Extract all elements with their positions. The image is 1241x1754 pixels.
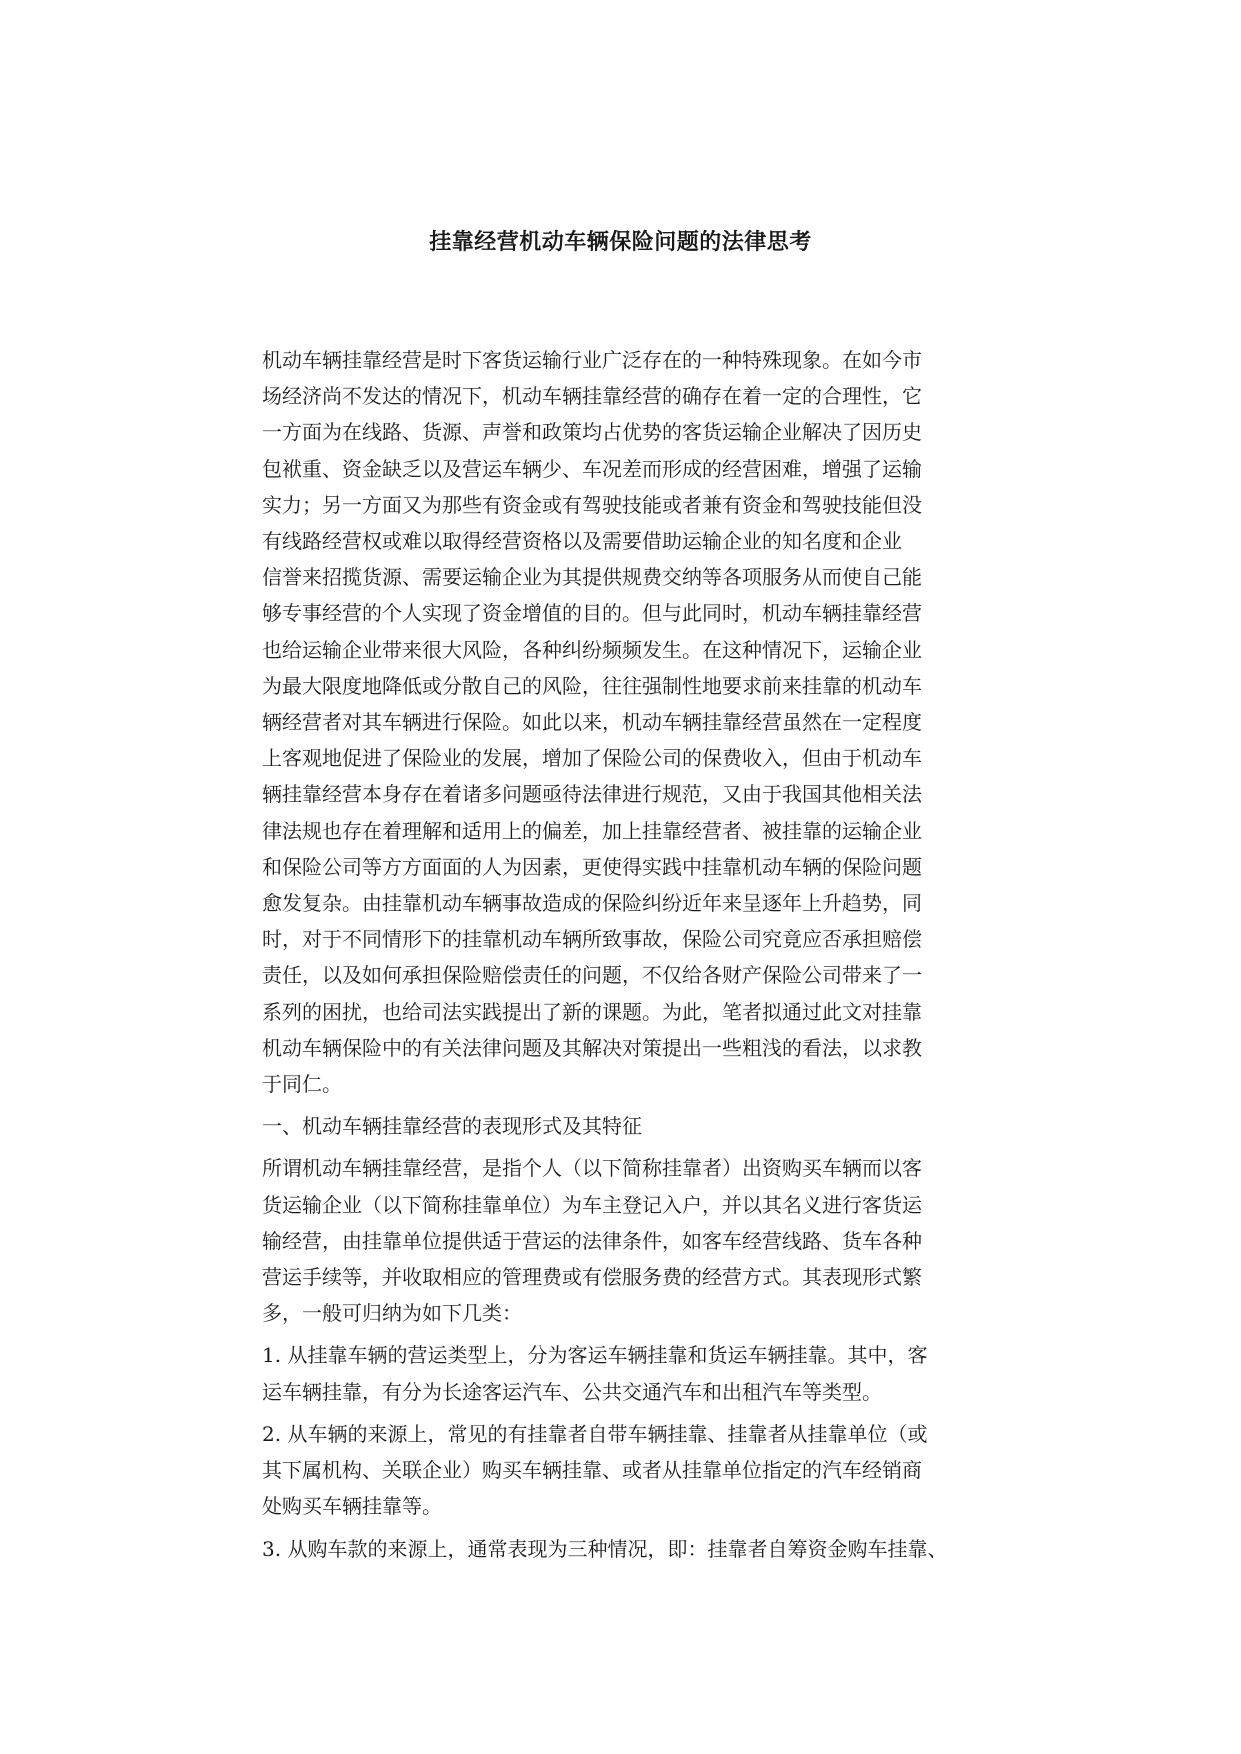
text-line: 愈发复杂。由挂靠机动车辆事故造成的保险纠纷近年来呈逐年上升趋势，同	[262, 891, 922, 916]
text-line: 于同仁。	[262, 1072, 342, 1097]
text-line: 责任，以及如何承担保险赔偿责任的问题，不仅给各财产保险公司带来了一	[262, 963, 922, 988]
text-line: 上客观地促进了保险业的发展，增加了保险公司的保费收入，但由于机动车	[262, 746, 922, 771]
text-line: 够专事经营的个人实现了资金增值的目的。但与此同时，机动车辆挂靠经营	[262, 601, 922, 626]
text-line: 营运手续等，并收取相应的管理费或有偿服务费的经营方式。其表现形式繁	[262, 1265, 922, 1290]
text-line: 包袱重、资金缺乏以及营运车辆少、车况差而形成的经营困难，增强了运输	[262, 456, 922, 481]
text-line: 一方面为在线路、货源、声誉和政策均占优势的客货运输企业解决了因历史	[262, 420, 922, 445]
text-line: 机动车辆挂靠经营是时下客货运输行业广泛存在的一种特殊现象。在如今市	[262, 348, 922, 372]
text-line: 机动车辆保险中的有关法律问题及其解决对策提出一些粗浅的看法，以求教	[262, 1035, 922, 1060]
text-line: 货运输企业（以下简称挂靠单位）为车主登记入户，并以其名义进行客货运	[262, 1192, 922, 1217]
text-line: 和保险公司等方方面面的人为因素，更使得实践中挂靠机动车辆的保险问题	[262, 854, 922, 879]
text-line: 辆挂靠经营本身存在着诸多问题亟待法律进行规范，又由于我国其他相关法	[262, 782, 922, 807]
text-line: 时，对于不同情形下的挂靠机动车辆所致事故，保险公司究竟应否承担赔偿	[262, 927, 922, 952]
text-line: 信誉来招揽货源、需要运输企业为其提供规费交纳等各项服务从而使自己能	[262, 565, 922, 590]
text-line: 也给运输企业带来很大风险，各种纠纷频频发生。在这种情况下，运输企业	[262, 637, 922, 662]
list-item-3	[262, 1531, 980, 1567]
list-item-2	[262, 1416, 980, 1525]
document-title: 挂靠经营机动车辆保险问题的法律思考	[429, 229, 812, 255]
text-line: 多，一般可归纳为如下几类：	[262, 1301, 522, 1326]
text-line: 运车辆挂靠，有分为长途客运汽车、公共交通汽车和出租汽车等类型。	[262, 1379, 882, 1404]
text-line: 有线路经营权或难以取得经营资格以及需要借助运输企业的知名度和企业	[262, 529, 902, 554]
text-line: 1. 从挂靠车辆的营运类型上，分为客运车辆挂靠和货运车辆挂靠。其中，客	[262, 1343, 928, 1368]
section-heading	[262, 1108, 980, 1144]
text-line: 系列的困扰，也给司法实践提出了新的课题。为此，笔者拟通过此文对挂靠	[262, 999, 922, 1024]
text-line: 3. 从购车款的来源上，通常表现为三种情况，即：挂靠者自筹资金购车挂靠、	[262, 1536, 948, 1561]
paragraph-intro	[262, 342, 980, 1102]
text-line: 一、机动车辆挂靠经营的表现形式及其特征	[262, 1114, 642, 1139]
text-line: 实力；另一方面又为那些有资金或有驾驶技能或者兼有资金和驾驶技能但没	[262, 492, 922, 517]
text-line: 辆经营者对其车辆进行保险。如此以来，机动车辆挂靠经营虽然在一定程度	[262, 710, 922, 735]
text-line: 场经济尚不发达的情况下，机动车辆挂靠经营的确存在着一定的合理性，它	[262, 384, 922, 409]
text-line: 2. 从车辆的来源上，常见的有挂靠者自带车辆挂靠、挂靠者从挂靠单位（或	[262, 1421, 928, 1446]
text-line: 处购买车辆挂靠等。	[262, 1494, 442, 1519]
list-item-1	[262, 1337, 980, 1409]
text-line: 为最大限度地降低或分散自己的风险，往往强制性地要求前来挂靠的机动车	[262, 673, 922, 698]
text-line: 所谓机动车辆挂靠经营，是指个人（以下简称挂靠者）出资购买车辆而以客	[262, 1156, 922, 1181]
document-body	[262, 342, 980, 1567]
text-line: 输经营，由挂靠单位提供适于营运的法律条件，如客车经营线路、货车各种	[262, 1228, 922, 1253]
paragraph-definition	[262, 1150, 980, 1331]
text-line: 其下属机构、关联企业）购买车辆挂靠、或者从挂靠单位指定的汽车经销商	[262, 1458, 922, 1483]
text-line: 律法规也存在着理解和适用上的偏差，加上挂靠经营者、被挂靠的运输企业	[262, 818, 922, 843]
